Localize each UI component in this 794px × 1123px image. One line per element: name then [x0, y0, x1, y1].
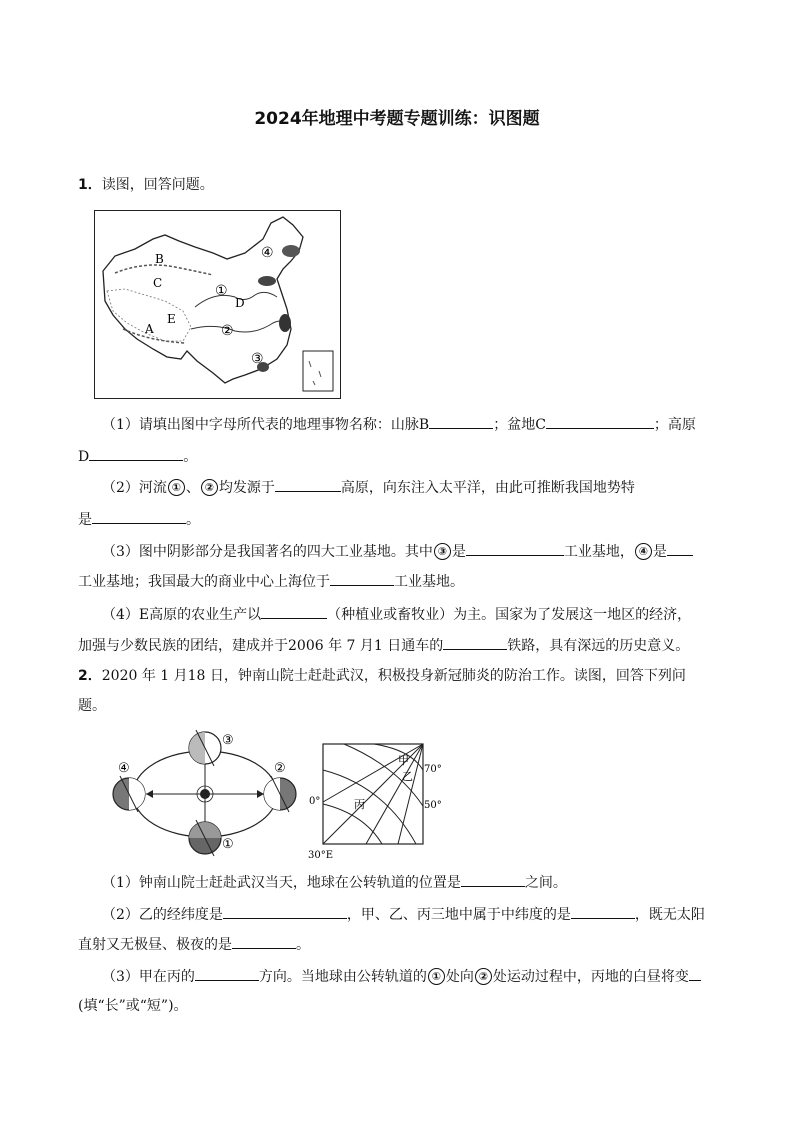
q1-part4-line1 — [102, 604, 691, 625]
q2-stem-a: 2020 年 1 月18 日，钟南山院士赶赴武汉，积极投身新冠肺炎的防治工作。读图，回答下列问 — [101, 668, 686, 684]
industrial-base-1 — [282, 245, 300, 257]
q1-p3-blank-shanghai[interactable] — [330, 571, 394, 586]
q1-p1-blank-mountain[interactable] — [429, 414, 493, 429]
q1-p2-text-f: 。 — [186, 512, 200, 528]
q1-p3-text-b: 是 — [451, 544, 466, 560]
q1-p4-text-c: 加强与少数民族的团结，建成并于2006 年 7 月1 日通车的 — [78, 638, 444, 654]
q1-number: 1． — [78, 177, 102, 193]
china-map-svg — [95, 211, 340, 398]
earth-position-3 — [189, 730, 221, 766]
q1-p4-blank-railway[interactable] — [443, 635, 507, 650]
q1-part3-line1 — [102, 541, 693, 562]
q2-p2-blank-coords[interactable] — [223, 904, 347, 919]
q1-p4-blank-agriculture[interactable] — [261, 604, 327, 619]
grid-label-jia: 甲 — [398, 754, 409, 767]
orbit-label-4: ④ — [118, 761, 130, 776]
q1-part1-line2 — [78, 446, 197, 467]
q2-p3-blank-daylength[interactable] — [689, 966, 701, 981]
q1-p4-text-b: （种植业或畜牧业）为主。国家为了发展这一地区的经济， — [327, 607, 692, 623]
q2-p3-text-b: 方向。当地球由公转轨道的 — [258, 969, 427, 985]
q1-part1-line1 — [102, 414, 696, 435]
industrial-base-2 — [279, 314, 291, 332]
orbit-label-2: ② — [274, 761, 286, 776]
q2-p3-text-c: 处向 — [445, 969, 474, 985]
map-label-circle-3: ③ — [251, 351, 264, 367]
orbit-arrow-right — [257, 790, 264, 798]
mountain-range-b — [115, 265, 213, 275]
q2-p2-blank-temperate[interactable] — [232, 934, 296, 949]
q2-stem-line2 — [78, 696, 106, 716]
q1-p1-text-b: ；盆地C — [493, 417, 546, 433]
q1-p1-text-c: ；高原 — [653, 417, 696, 433]
q1-p1-blank-plateau[interactable] — [89, 446, 183, 461]
q2-p2-text-b: ，甲、乙、丙三地中属于中纬度的是 — [346, 907, 571, 923]
q2-p3-text-e: (填“长”或“短”)。 — [78, 998, 188, 1014]
q1-p2-text-d: 高原，向东注入太平洋，由此可推断我国地势特 — [340, 480, 635, 496]
q1-p3-text-d: 是 — [652, 544, 667, 560]
q1-p3-text-e: 工业基地；我国最大的商业中心上海位于 — [78, 574, 330, 590]
q2-part3-line2 — [78, 996, 188, 1016]
q2-stem-line1 — [78, 666, 686, 686]
orbit-label-3: ③ — [222, 733, 234, 748]
grid-label-30e: 30°E — [308, 850, 334, 861]
q2-part3-line1 — [102, 966, 701, 987]
earth-position-1 — [189, 820, 221, 856]
q2-p1-text-b: 之间。 — [524, 875, 567, 891]
q1-p2-blank-terrain[interactable] — [92, 509, 186, 524]
south-china-sea-inset — [303, 351, 333, 391]
grid-label-bing: 丙 — [354, 798, 365, 811]
q1-p1-text-a: （1）请填出图中字母所代表的地理事物名称：山脉B — [102, 417, 430, 433]
map-label-e: E — [167, 312, 176, 326]
circle-1-mark: ① — [168, 479, 185, 496]
q2-part1-line — [102, 872, 567, 893]
q1-p2-text-b: 、 — [185, 480, 200, 496]
orbit-diagram — [108, 724, 306, 864]
q1-part2-line1 — [102, 477, 635, 498]
q2-circle-1-mark: ① — [428, 968, 445, 985]
q1-p4-text-d: 铁路，具有深远的历史意义。 — [507, 638, 690, 654]
map-label-circle-1: ① — [215, 283, 228, 299]
q2-p3-blank-direction[interactable] — [195, 966, 259, 981]
q1-p3-text-a: （3）图中阴影部分是我国著名的四大工业基地。其中 — [102, 544, 433, 560]
q1-part4-line2 — [78, 635, 689, 656]
q1-p3-text-f: 工业基地。 — [394, 574, 464, 590]
circle-4-mark: ④ — [635, 543, 652, 560]
map-label-c: C — [153, 276, 163, 290]
page-title: 2024年地理中考题专题训练：识图题 — [254, 109, 540, 129]
q2-p1-blank-orbit[interactable] — [461, 872, 525, 887]
q2-p3-text-a: （3）甲在丙的 — [102, 969, 195, 985]
map-label-d: D — [235, 296, 245, 310]
q1-p3-blank-base3[interactable] — [466, 541, 564, 556]
earth-position-4 — [113, 776, 145, 812]
lat-line-10 — [323, 804, 382, 844]
q2-part2-line1 — [102, 904, 705, 925]
map-label-a: A — [145, 322, 154, 336]
q1-part3-line2 — [78, 571, 464, 592]
q1-p1-text-e: 。 — [183, 449, 198, 465]
q1-p2-blank-plateau[interactable] — [275, 477, 341, 492]
yangtze-river — [191, 321, 287, 332]
q1-p2-text-e: 是 — [78, 512, 92, 528]
grid-label-0: 0° — [309, 796, 321, 807]
q2-p2-text-c: ，既无太阳 — [634, 907, 705, 923]
sun-icon — [200, 789, 210, 799]
q2-p3-text-d: 处运动过程中，丙地的白昼将变 — [492, 969, 689, 985]
q1-p3-text-c: 工业基地， — [563, 544, 634, 560]
map-label-b: B — [155, 252, 164, 266]
q1-p1-blank-basin[interactable] — [546, 414, 654, 429]
china-map-figure — [94, 210, 341, 399]
q1-stem-line — [78, 175, 214, 195]
grid-label-yi: 乙 — [402, 770, 413, 783]
circle-3-mark: ③ — [434, 543, 451, 560]
earth-position-2 — [264, 776, 296, 812]
q2-p2-text-a: （2）乙的经纬度是 — [102, 907, 223, 923]
industrial-base-4 — [258, 276, 276, 286]
q1-p2-text-a: （2）河流 — [102, 480, 167, 496]
q1-p4-text-a: （4）E高原的农业生产以 — [102, 607, 262, 623]
q2-p2-blank-midlat[interactable] — [571, 904, 635, 919]
q1-p3-blank-base4[interactable] — [667, 541, 693, 556]
q2-p1-text-a: （1）钟南山院士赶赴武汉当天，地球在公转轨道的位置是 — [102, 875, 461, 891]
grid-label-70: 70° — [424, 764, 442, 775]
q2-stem-b: 题。 — [78, 698, 106, 714]
q2-number: 2． — [78, 668, 102, 684]
q2-p2-text-d: 直射又无极昼、极夜的是 — [78, 937, 232, 953]
orbit-label-1: ① — [222, 837, 234, 852]
map-label-circle-2: ② — [221, 323, 234, 339]
grid-label-50: 50° — [424, 800, 442, 811]
china-outline — [103, 217, 303, 383]
q2-part2-line2 — [78, 934, 310, 955]
q1-part2-line2 — [78, 509, 200, 530]
q1-stem: 读图，回答问题。 — [101, 177, 214, 193]
latlon-grid-diagram — [306, 742, 456, 862]
circle-2-mark: ② — [201, 479, 218, 496]
orbit-arrow-left — [146, 790, 153, 798]
q1-p2-text-c: 均发源于 — [218, 480, 275, 496]
q2-p2-text-e: 。 — [296, 937, 310, 953]
map-label-circle-4: ④ — [261, 245, 274, 261]
q2-circle-2-mark: ② — [475, 968, 492, 985]
q1-p1-text-d: D — [78, 449, 90, 465]
